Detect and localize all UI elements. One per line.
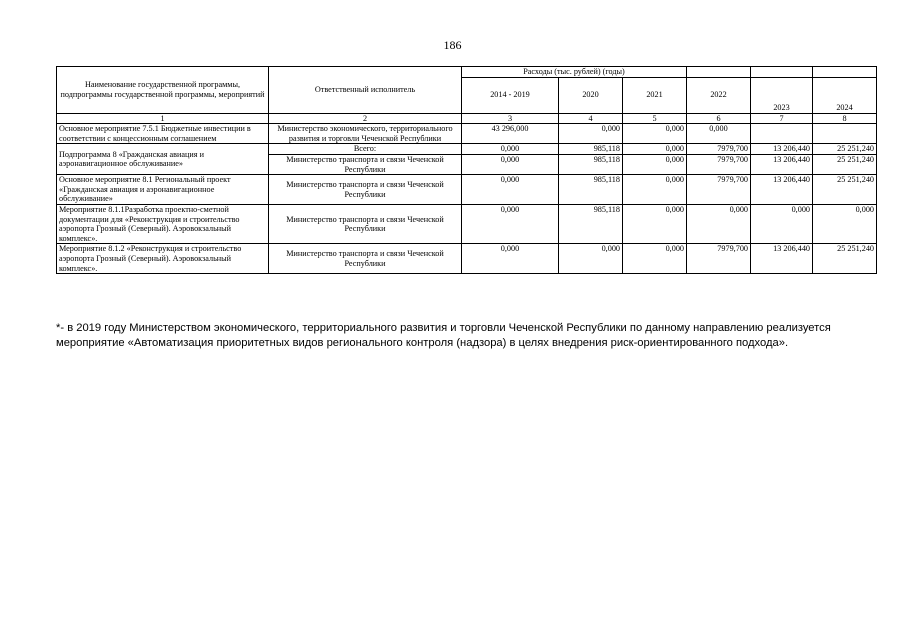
table-row bbox=[57, 204, 877, 243]
header-blank-6 bbox=[687, 67, 751, 78]
row-value: 985,118 bbox=[559, 144, 623, 155]
budget-table bbox=[56, 66, 877, 274]
row-value: 25 251,240 bbox=[813, 144, 877, 155]
row-value: 985,118 bbox=[559, 154, 623, 174]
row-value: 7979,700 bbox=[687, 154, 751, 174]
row-value: 7979,700 bbox=[687, 144, 751, 155]
row-executor: Министерство транспорта и связи Чеченской Республики bbox=[269, 154, 462, 174]
row-value: 0,000 bbox=[687, 124, 751, 144]
row-value bbox=[813, 124, 877, 144]
row-value: 13 206,440 bbox=[751, 144, 813, 155]
row-value: 0,000 bbox=[559, 124, 623, 144]
column-number: 3 bbox=[462, 113, 559, 124]
row-name: Мероприятие 8.1.1Разработка проектно-сметной документации для «Реконструкция и строительство аэропорта Грозный (Северный). Аэровокзальный комплекс». bbox=[57, 204, 269, 243]
row-executor: Министерство транспорта и связи Чеченской Республики bbox=[269, 204, 462, 243]
row-value: 13 206,440 bbox=[751, 175, 813, 205]
row-value: 13 206,440 bbox=[751, 154, 813, 174]
header-blank-8 bbox=[813, 67, 877, 78]
footnote: *- в 2019 году Министерством экономического, территориального развития и торговли Чеченской Республики по данному направлению реализуется мероприятие «Автоматизация приоритетных видов регионального контроля (надзора) в целях внедрения риск-ориентированного подхода». bbox=[56, 322, 831, 349]
row-value: 25 251,240 bbox=[813, 175, 877, 205]
column-number: 7 bbox=[751, 113, 813, 124]
row-value: 0,000 bbox=[623, 244, 687, 274]
row-executor: Министерство экономического, территориального развития и торговли Чеченской Республики bbox=[269, 124, 462, 144]
row-executor: Министерство транспорта и связи Чеченской Республики bbox=[269, 175, 462, 205]
row-value: 985,118 bbox=[559, 175, 623, 205]
row-executor: Всего: bbox=[269, 144, 462, 155]
header-year: 2014 - 2019 bbox=[462, 77, 559, 113]
column-number: 1 bbox=[57, 113, 269, 124]
row-value: 0,000 bbox=[462, 244, 559, 274]
table-row bbox=[57, 124, 877, 144]
row-name: Подпрограмма 8 «Гражданская авиация и аэронавигационное обслуживание» bbox=[57, 144, 269, 175]
row-value: 0,000 bbox=[623, 124, 687, 144]
header-name: Наименование государственной программы, подпрограммы государственной программы, мероприятий bbox=[57, 67, 269, 114]
row-name: Основное мероприятие 8.1 Региональный проект «Гражданская авиация и аэронавигационное обслуживание» bbox=[57, 175, 269, 205]
row-value: 0,000 bbox=[559, 244, 623, 274]
header-year: 2021 bbox=[623, 77, 687, 113]
row-value: 7979,700 bbox=[687, 244, 751, 274]
row-value: 0,000 bbox=[623, 144, 687, 155]
header-year: 2022 bbox=[687, 77, 751, 113]
column-number: 2 bbox=[269, 113, 462, 124]
row-value: 0,000 bbox=[462, 144, 559, 155]
row-value: 7979,700 bbox=[687, 175, 751, 205]
header-executor: Ответственный исполнитель bbox=[269, 67, 462, 114]
row-value: 985,118 bbox=[559, 204, 623, 243]
row-value: 25 251,240 bbox=[813, 154, 877, 174]
row-value: 0,000 bbox=[623, 154, 687, 174]
row-value: 0,000 bbox=[462, 154, 559, 174]
row-executor: Министерство транспорта и связи Чеченской Республики bbox=[269, 244, 462, 274]
row-value: 0,000 bbox=[462, 175, 559, 205]
header-year: 2024 bbox=[813, 77, 877, 113]
row-value: 0,000 bbox=[623, 175, 687, 205]
row-value: 0,000 bbox=[687, 204, 751, 243]
row-value: 0,000 bbox=[751, 204, 813, 243]
row-value: 13 206,440 bbox=[751, 244, 813, 274]
row-value: 43 296,000 bbox=[462, 124, 559, 144]
header-year: 2020 bbox=[559, 77, 623, 113]
page-number: 186 bbox=[443, 38, 462, 52]
column-number-row bbox=[57, 113, 877, 124]
header-expenses: Расходы (тыс. рублей) (годы) bbox=[462, 67, 687, 78]
header-blank-7 bbox=[751, 67, 813, 78]
column-number: 8 bbox=[813, 113, 877, 124]
row-value bbox=[751, 124, 813, 144]
row-value: 0,000 bbox=[813, 204, 877, 243]
column-number: 6 bbox=[687, 113, 751, 124]
row-name: Мероприятие 8.1.2 «Реконструкция и строительство аэропорта Грозный (Северный). Аэровокзальный комплекс». bbox=[57, 244, 269, 274]
column-number: 4 bbox=[559, 113, 623, 124]
row-value: 0,000 bbox=[462, 204, 559, 243]
header-row bbox=[57, 67, 877, 78]
row-name: Основное мероприятие 7.5.1 Бюджетные инвестиции в соответствии с концессионным соглашением bbox=[57, 124, 269, 144]
table-row bbox=[57, 175, 877, 205]
table-row bbox=[57, 144, 877, 155]
row-value: 0,000 bbox=[623, 204, 687, 243]
row-value: 25 251,240 bbox=[813, 244, 877, 274]
header-year: 2023 bbox=[751, 77, 813, 113]
table-row bbox=[57, 244, 877, 274]
column-number: 5 bbox=[623, 113, 687, 124]
